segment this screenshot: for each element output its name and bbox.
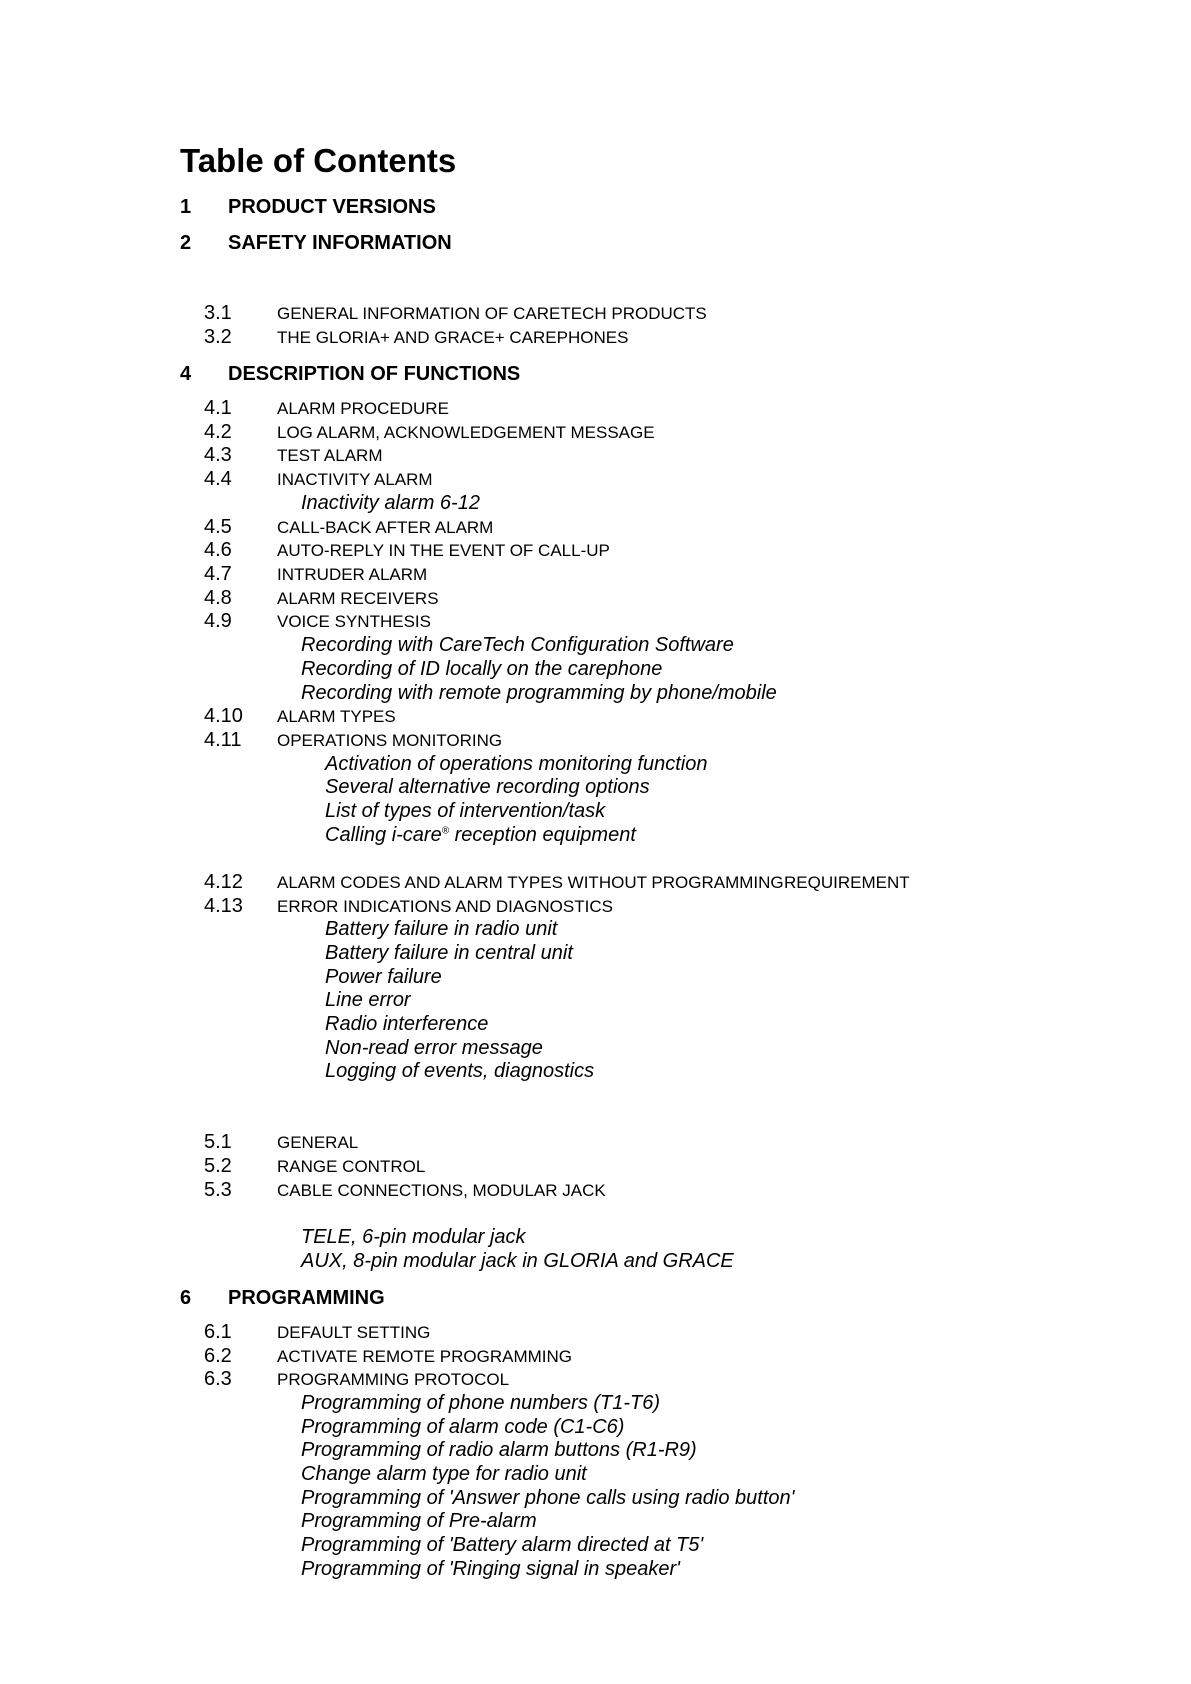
entry-number: 4.11	[204, 729, 242, 751]
toc-item-prog-code[interactable]: Programming of alarm code (C1-C6)	[301, 1416, 625, 1438]
toc-item-prog-change[interactable]: Change alarm type for radio unit	[301, 1463, 587, 1485]
toc-item-inactivity-6-12[interactable]: Inactivity alarm 6-12	[301, 492, 480, 514]
entry-label: VOICE SYNTHESIS	[277, 612, 431, 631]
toc-item-om-list[interactable]: List of types of intervention/task	[325, 800, 606, 822]
toc-item-om-options[interactable]: Several alternative recording options	[325, 776, 650, 798]
entry-label-end: REQUIREMENT	[784, 873, 910, 892]
entry-number: 4.3	[204, 444, 232, 466]
entry-label: GENERAL	[277, 1133, 359, 1152]
toc-item-prog-radio[interactable]: Programming of radio alarm buttons (R1-R9)	[301, 1439, 697, 1461]
entry-number: 4.1	[204, 397, 232, 419]
entry-number: 4.12	[204, 871, 243, 893]
entry-number: 4.10	[204, 705, 243, 727]
toc-item-prog-answer[interactable]: Programming of 'Answer phone calls using radio button'	[301, 1487, 795, 1509]
section-label: PRODUCT VERSIONS	[228, 196, 436, 218]
toc-item-recording-software[interactable]: Recording with CareTech Configuration Software	[301, 634, 734, 656]
toc-item-logging[interactable]: Logging of events, diagnostics	[325, 1060, 595, 1082]
entry-number: 4.4	[204, 468, 232, 490]
toc-item-nonread-error[interactable]: Non-read error message	[325, 1037, 543, 1059]
entry-label: THE GLORIA+ AND GRACE+ CAREPHONES	[277, 328, 629, 347]
toc-item-prog-prealarm[interactable]: Programming of Pre-alarm	[301, 1510, 537, 1532]
entry-label: ERROR INDICATIONS AND DIAGNOSTICS	[277, 897, 613, 916]
entry-label: INACTIVITY ALARM	[277, 470, 433, 489]
entry-label: OPERATIONS MONITORING	[277, 731, 503, 750]
entry-number: 4.2	[204, 421, 232, 443]
entry-number: 4.9	[204, 610, 232, 632]
toc-title: Table of Contents	[180, 142, 457, 179]
entry-number: 3.1	[204, 302, 232, 324]
toc-item-om-calling[interactable]	[325, 824, 636, 847]
toc-item-aux-jack[interactable]: AUX, 8-pin modular jack in GLORIA and GRACE	[301, 1250, 734, 1272]
entry-label: ACTIVATE REMOTE PROGRAMMING	[277, 1347, 572, 1366]
toc-item-tele-jack[interactable]: TELE, 6-pin modular jack	[301, 1226, 526, 1248]
entry-number: 6.1	[204, 1321, 232, 1343]
entry-number: 5.3	[204, 1179, 232, 1201]
entry-label: CALL-BACK AFTER ALARM	[277, 518, 494, 537]
toc-item-prog-phone[interactable]: Programming of phone numbers (T1-T6)	[301, 1392, 661, 1414]
section-number: 4	[180, 363, 192, 385]
registered-mark: ®	[441, 825, 450, 837]
toc-item-om-activation[interactable]: Activation of operations monitoring function	[325, 753, 708, 775]
entry-label: PROGRAMMING PROTOCOL	[277, 1370, 510, 1389]
toc-item-prog-ringing[interactable]: Programming of 'Ringing signal in speaker'	[301, 1558, 680, 1580]
toc-item-battery-central[interactable]: Battery failure in central unit	[325, 942, 573, 964]
toc-item-recording-remote[interactable]: Recording with remote programming by phone/mobile	[301, 682, 777, 704]
entry-label: INTRUDER ALARM	[277, 565, 428, 584]
section-number: 6	[180, 1287, 192, 1309]
entry-number: 4.5	[204, 516, 232, 538]
toc-item-battery-radio[interactable]: Battery failure in radio unit	[325, 918, 558, 940]
section-label: DESCRIPTION OF FUNCTIONS	[228, 363, 521, 385]
entry-number: 3.2	[204, 326, 232, 348]
entry-label: RANGE CONTROL	[277, 1157, 426, 1176]
toc-item-power-failure[interactable]: Power failure	[325, 966, 442, 988]
entry-number: 6.3	[204, 1368, 232, 1390]
entry-number: 4.13	[204, 895, 243, 917]
entry-number: 5.2	[204, 1155, 232, 1177]
entry-number: 5.1	[204, 1131, 232, 1153]
toc-item-prog-battery[interactable]: Programming of 'Battery alarm directed at T5'	[301, 1534, 704, 1556]
entry-label: CABLE CONNECTIONS, MODULAR JACK	[277, 1181, 606, 1200]
section-number: 2	[180, 232, 192, 254]
section-label: SAFETY INFORMATION	[228, 232, 452, 254]
entry-label: ALARM PROCEDURE	[277, 399, 449, 418]
section-label: PROGRAMMING	[228, 1287, 385, 1309]
om-calling-text-pre: Calling i-care	[325, 824, 442, 846]
entry-label: ALARM TYPES	[277, 707, 396, 726]
om-calling-text-post: reception equipment	[449, 824, 636, 846]
entry-number: 4.6	[204, 539, 232, 561]
entry-label: ALARM RECEIVERS	[277, 589, 439, 608]
entry-label: ALARM CODES AND ALARM TYPES WITHOUT PROGRAMMING	[277, 873, 784, 892]
entry-number: 6.2	[204, 1345, 232, 1367]
entry-label: LOG ALARM, ACKNOWLEDGEMENT MESSAGE	[277, 423, 655, 442]
entry-label: DEFAULT SETTING	[277, 1323, 431, 1342]
section-number: 1	[180, 196, 192, 218]
toc-item-recording-id-local[interactable]: Recording of ID locally on the carephone	[301, 658, 663, 680]
entry-label: GENERAL INFORMATION OF CARETECH PRODUCTS	[277, 304, 707, 323]
entry-number: 4.7	[204, 563, 232, 585]
entry-label: TEST ALARM	[277, 446, 383, 465]
toc-item-line-error[interactable]: Line error	[325, 989, 411, 1011]
entry-number: 4.8	[204, 587, 232, 609]
entry-label: AUTO-REPLY IN THE EVENT OF CALL-UP	[277, 541, 610, 560]
toc-item-radio-interference[interactable]: Radio interference	[325, 1013, 489, 1035]
